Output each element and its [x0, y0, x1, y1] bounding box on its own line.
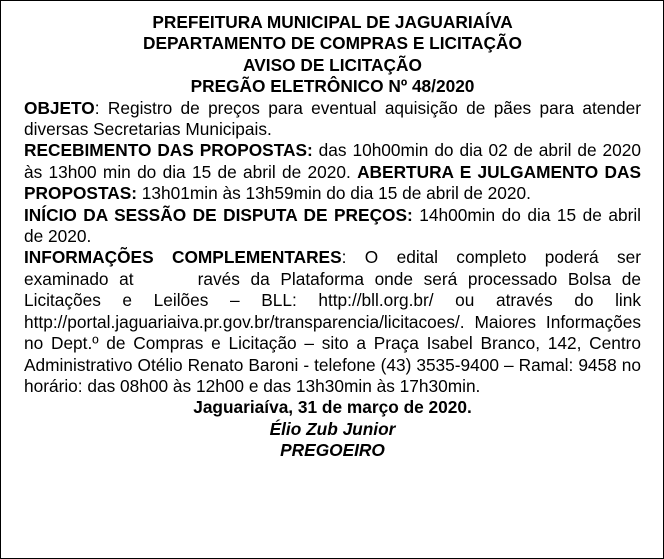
footer-signatory-role: PREGOEIRO [280, 440, 385, 461]
abertura-text: 13h01min às 13h59min do dia 15 de abril de 2020. [136, 183, 531, 204]
informacoes-text-a: : O edital completo poderá ser examinado at [24, 247, 641, 289]
abertura-label: ABERTURA E JULGAMENTO DAS PROPOSTAS: [24, 161, 641, 204]
recebimento-text: das 10h00min do dia 02 de abril de 2020 às 13h00 min do dia 15 de abril de 2020. [24, 140, 641, 182]
objeto-label: OBJETO [24, 97, 95, 118]
informacoes-paragraph [24, 247, 641, 397]
propostas-paragraph [24, 140, 641, 204]
objeto-text: : Registro de preços para eventual aquisição de pães para atender diversas Secretarias Municipais. [24, 97, 641, 140]
header-prefeitura: PREFEITURA MUNICIPAL DE JAGUARIAÍVA [152, 12, 513, 32]
footer-date: Jaguariaíva, 31 de março de 2020. [193, 397, 472, 418]
inicio-paragraph [24, 205, 641, 248]
inicio-text: 14h00min do dia 15 de abril de 2020. [24, 204, 642, 247]
header-aviso: AVISO DE LICITAÇÃO [243, 54, 422, 75]
informacoes-label: INFORMAÇÕES COMPLEMENTARES [24, 247, 342, 268]
header-departamento: DEPARTAMENTO DE COMPRAS E LICITAÇÃO [143, 33, 522, 54]
notice-body [24, 12, 641, 462]
footer-signatory-name: Élio Zub Junior [269, 418, 396, 439]
objeto-paragraph [24, 98, 641, 141]
header-pregao: PREGÃO ELETRÔNICO Nº 48/2020 [190, 76, 475, 97]
informacoes-text-b: ravés da Plataforma onde será processado Bolsa de Licitações e Leilões – BLL: http://bll.org.br/ ou através do link http://portal.jaguariaiva.pr.gov.br/transparencia/licitacoes/. Maiores Informações no Dept.º de Compras e Licitação – sito a Praça Isabel Branco, 142, Centro Administrativo Otélio Renato Baroni - telefone (43) 3535-9400 – Ramal: 9458 no horário: das 08h00 às 12h00 e das 13h30min às 17h30min. [24, 268, 641, 396]
inicio-label: INÍCIO DA SESSÃO DE DISPUTA DE PREÇOS: [24, 204, 413, 225]
recebimento-label: RECEBIMENTO DAS PROPOSTAS: [24, 140, 313, 161]
